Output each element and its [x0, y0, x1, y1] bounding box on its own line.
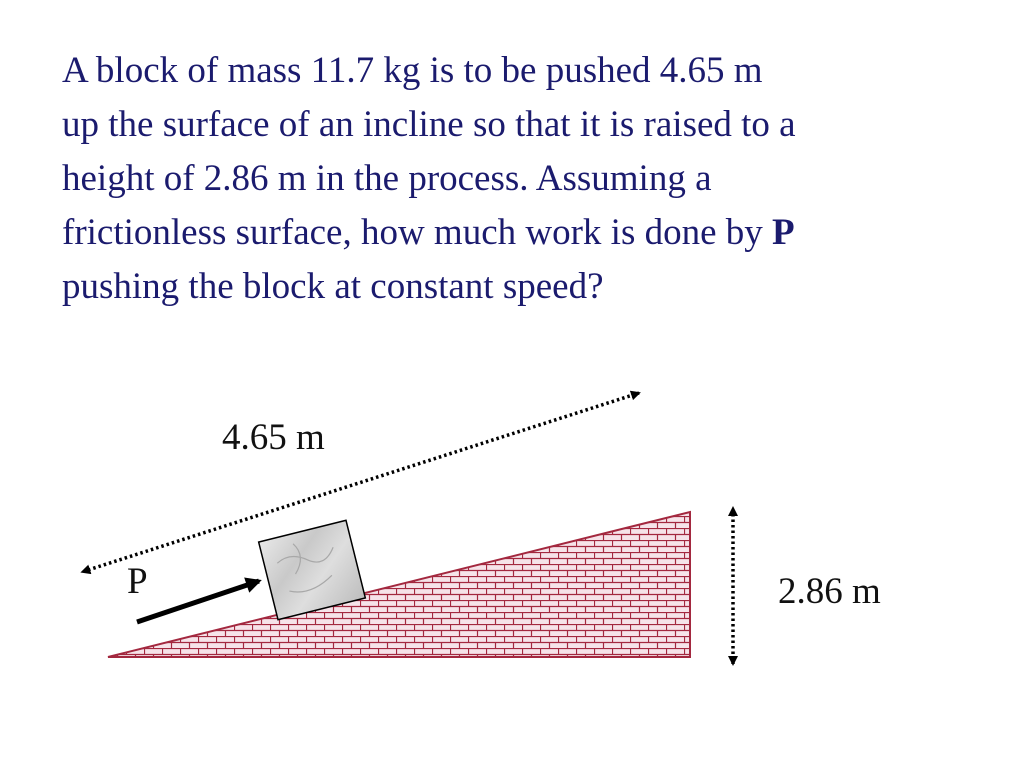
incline-ramp [108, 512, 690, 657]
force-symbol-bold: P [772, 212, 795, 253]
incline-length-arrow [88, 393, 639, 570]
question-line-2: up the surface of an incline so that it is raised to a [62, 104, 796, 145]
force-p-arrow [137, 581, 259, 622]
question-line-3: height of 2.86 m in the process. Assuming a [62, 158, 712, 199]
question-line-5: pushing the block at constant speed? [62, 266, 604, 307]
question-line-1: A block of mass 11.7 kg is to be pushed 4.65 m [62, 50, 763, 91]
question-line-4-text: frictionless surface, how much work is done by [62, 212, 773, 253]
force-p-label: P [127, 561, 148, 602]
height-label: 2.86 m [778, 571, 881, 612]
incline-length-label: 4.65 m [222, 417, 325, 458]
